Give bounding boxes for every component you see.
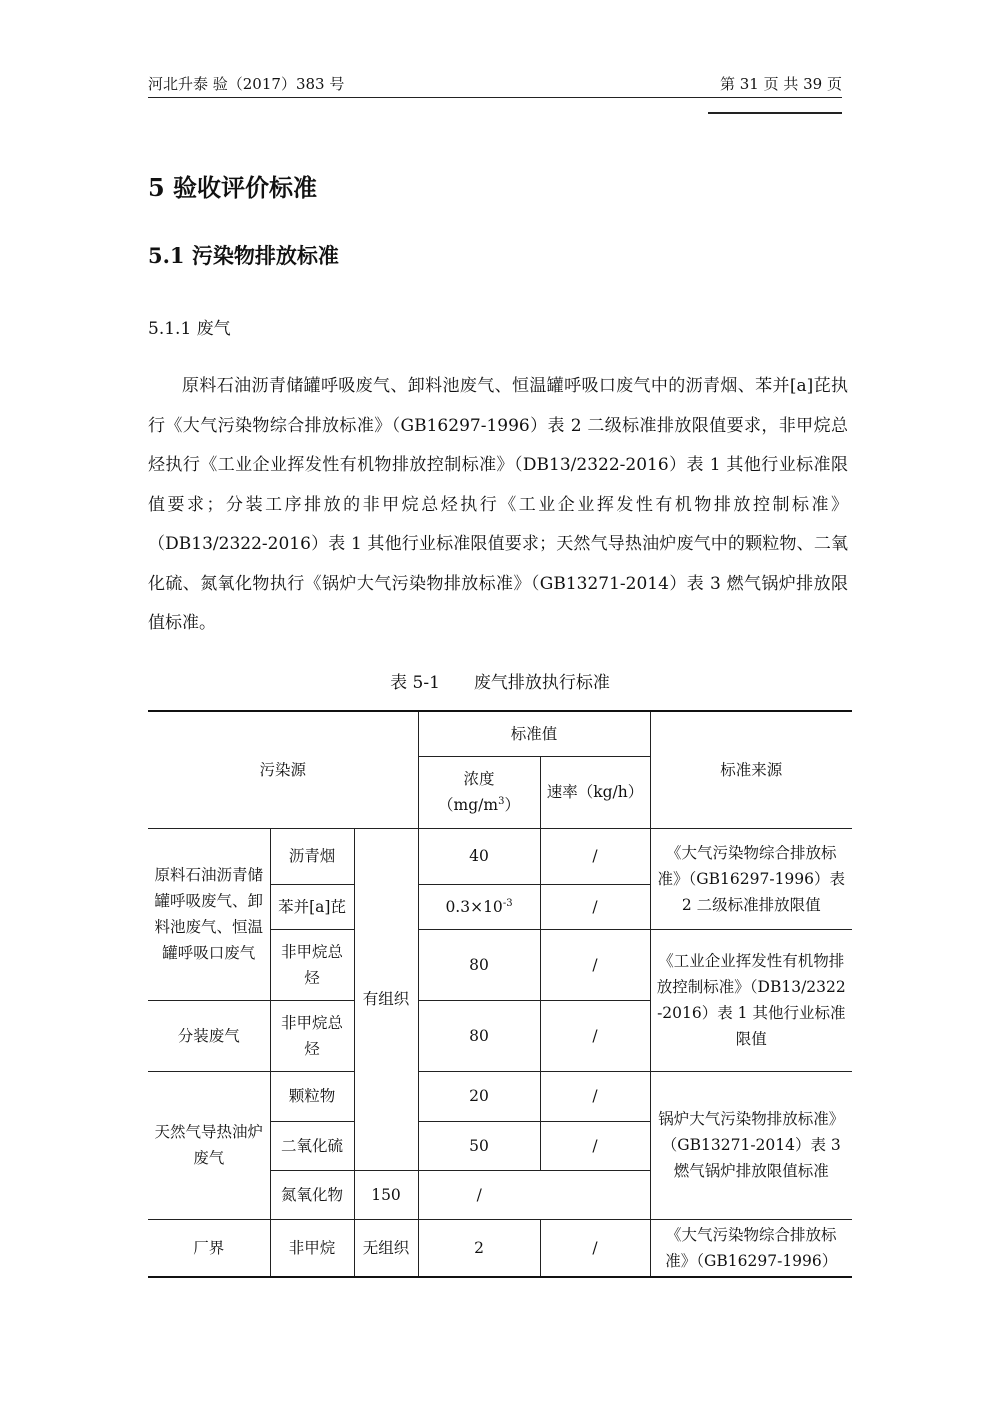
rate-value: / — [540, 1219, 650, 1277]
concentration-value: 150 — [354, 1170, 418, 1219]
rate-value: / — [540, 828, 650, 884]
pollutant-nmhc: 非甲烷总烃 — [270, 1000, 354, 1071]
subsubsection-heading: 5.1.1 废气 — [148, 319, 231, 339]
concentration-value: 2 — [418, 1219, 540, 1277]
body-paragraph: 原料石油沥青储罐呼吸废气、卸料池废气、恒温罐呼吸口废气中的沥青烟、苯并[a]芘执行《大气污染物综合排放标准》（GB16297-1996）表 2 二级标准排放限值要求，非甲烷总烃执行《工业企业挥发性有机物排放控制标准》（DB13/2322-2016）表 1 其他行业标准限值要求；分装工序排放的非甲烷总烃执行《工业企业挥发性有机物排放控制标准》（DB13/2322-2016）表 1 其他行业标准限值要求；天然气导热油炉废气中的颗粒物、二氧化硫、氮氧化物执行《锅炉大气污染物排放标准》（GB13271-2014）表 3 燃气锅炉排放限值标准。 — [148, 376, 848, 633]
table-caption-number: 表 5-1 — [390, 673, 440, 693]
concentration-value: 20 — [418, 1071, 540, 1121]
emission-type-unorganized: 无组织 — [354, 1219, 418, 1277]
standard-source-gb13271: 锅炉大气污染物排放标准》（GB13271-2014）表 3 燃气锅炉排放限值标准 — [650, 1071, 852, 1219]
rate-value: / — [540, 1121, 650, 1170]
standard-source-db13: 《工业企业挥发性有机物排放控制标准》（DB13/2322-2016）表 1 其他行业标准限值 — [650, 929, 852, 1071]
standard-source-gb16297: 《大气污染物综合排放标准》（GB16297-1996）表 2 二级标准排放限值 — [650, 828, 852, 929]
header-rule — [148, 97, 842, 98]
group-boiler-waste-gas: 天然气导热油炉废气 — [148, 1071, 270, 1219]
concentration-value: 80 — [418, 929, 540, 1000]
header-pollution-source: 污染源 — [148, 711, 418, 828]
table-caption-title: 废气排放执行标准 — [473, 673, 610, 693]
header-page-number: 第 31 页 共 39 页 — [719, 75, 842, 93]
concentration-value: 50 — [418, 1121, 540, 1170]
pollutant-non-methane: 非甲烷 — [270, 1219, 354, 1277]
header-concentration-unit: $(mg/m^3)$ — [438, 795, 520, 814]
rate-value: / — [540, 1071, 650, 1121]
group-storage-waste-gas: 原料石油沥青储罐呼吸废气、卸料池废气、恒温罐呼吸口废气 — [148, 828, 270, 1000]
header-standard-source: 标准来源 — [650, 711, 852, 828]
rate-value: / — [540, 929, 650, 1000]
pollutant-sulfur-dioxide: 二氧化硫 — [270, 1121, 354, 1170]
rate-value: / — [540, 1000, 650, 1071]
emission-type-organized: 有组织 — [354, 828, 418, 1170]
header-rate: 速率（kg/h） — [540, 756, 650, 828]
pollutant-particulate: 颗粒物 — [270, 1071, 354, 1121]
group-packaging-waste-gas: 分装废气 — [148, 1000, 270, 1071]
pollutant-benzo-a-pyrene: 苯并[a]芘 — [270, 884, 354, 929]
header-concentration — [418, 756, 540, 828]
pollutant-nmhc: 非甲烷总烃 — [270, 929, 354, 1000]
table-caption — [148, 668, 852, 693]
header-standard-value: 标准值 — [418, 711, 650, 756]
section-heading: 5 验收评价标准 — [148, 173, 318, 202]
pollutant-nitrogen-oxides: 氮氧化物 — [270, 1170, 354, 1219]
pollutant-asphalt-fume: 沥青烟 — [270, 828, 354, 884]
subsection-heading: 5.1 污染物排放标准 — [148, 243, 339, 268]
header-concentration-label: 浓度 — [463, 770, 495, 788]
concentration-value: 80 — [418, 1000, 540, 1071]
group-plant-boundary: 厂界 — [148, 1219, 270, 1277]
header-document-number: 河北升泰 验（2017）383 号 — [148, 75, 345, 93]
standard-source-gb16297-boundary: 《大气污染物综合排放标准》（GB16297-1996） — [650, 1219, 852, 1277]
rate-value: / — [540, 884, 650, 929]
concentration-value: $0.3\times 10^{-3}$ — [418, 884, 540, 929]
rate-value: / — [418, 1170, 540, 1219]
emission-standards-table — [148, 710, 852, 1278]
header-rule-short — [708, 112, 842, 114]
concentration-value: 40 — [418, 828, 540, 884]
